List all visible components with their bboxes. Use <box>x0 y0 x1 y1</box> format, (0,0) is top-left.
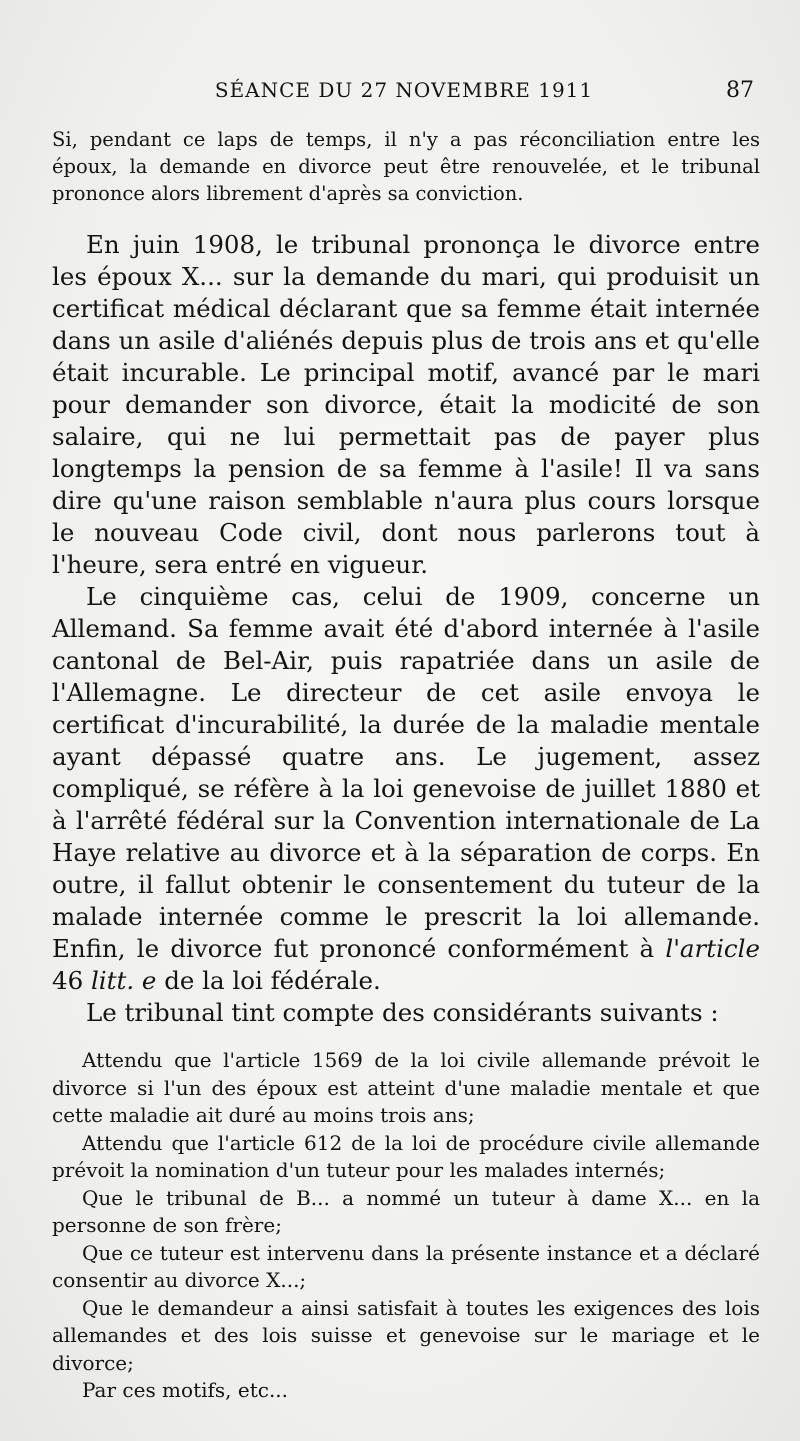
considerant-item: Par ces motifs, etc... <box>82 1378 289 1402</box>
paragraph-continuation: Si, pendant ce laps de temps, il n'y a pas réconciliation entre les époux, la demande en divorce peut être renouvelée, et le tribunal prononce alors librement d'après sa conviction. <box>52 128 760 205</box>
italic-article: l'article <box>665 934 760 963</box>
considerant-item: Que le demandeur a ainsi satisfait à toutes les exigences des lois allemandes et des lois suisse et genevoise sur le mariage et le divorce; <box>52 1295 760 1375</box>
running-head <box>50 78 758 108</box>
body-text <box>52 126 760 1405</box>
paragraph-considerants-intro: Le tribunal tint compte des considérants suivants : <box>86 998 719 1027</box>
considerants-block <box>52 1047 760 1405</box>
paragraph-case-1909-text: Le cinquième cas, celui de 1909, concerne un Allemand. Sa femme avait été d'abord internée à l'asile cantonal de Bel-Air, puis rapatriée dans un asile de l'Allemagne. Le directeur de cet asile envoya le certificat d'incurabilité, la durée de la maladie mentale ayant dépassé quatre ans. Le jugement, assez compliqué, se réfère à la loi genevoise de juillet 1880 et à l'arrêté fédéral sur la Convention internationale de La Haye relative au divorce et à la séparation de corps. En outre, il fallut obtenir le consentement du tuteur de la malade internée comme le prescrit la loi allemande. Enfin, le divorce fut prononcé conformément à <box>52 582 760 963</box>
considerant-item: Que le tribunal de B... a nommé un tuteur à dame X... en la personne de son frère; <box>52 1185 760 1237</box>
article-number: 46 <box>52 966 91 995</box>
considerant-item: Attendu que l'article 612 de la loi de procédure civile allemande prévoit la nomination d'un tuteur pour les malades internés; <box>52 1130 760 1182</box>
considerant-item: Que ce tuteur est intervenu dans la présente instance et a déclaré consentir au divorce X...; <box>52 1240 760 1292</box>
paragraph-case-1908: En juin 1908, le tribunal prononça le divorce entre les époux X... sur la demande du mari, qui produisit un certificat médical déclarant que sa femme était internée dans un asile d'aliénés depuis plus de trois ans et qu'elle était incurable. Le principal motif, avancé par le mari pour demander son divorce, était la modicité de son salaire, qui ne lui permettait pas de payer plus longtemps la pension de sa femme à l'asile! Il va sans dire qu'une raison semblable n'aura plus cours lorsque le nouveau Code civil, dont nous parlerons tout à l'heure, sera entré en vigueur. <box>52 230 760 579</box>
italic-litt: litt. e <box>90 966 157 995</box>
paragraph-case-1909 <box>52 581 760 997</box>
paragraph-case-1909-end: de la loi fédérale. <box>156 966 381 995</box>
considerant-item: Attendu que l'article 1569 de la loi civile allemande prévoit le divorce si l'un des époux est atteint d'une maladie mentale et que cette maladie ait duré au moins trois ans; <box>52 1048 760 1127</box>
page-number: 87 <box>726 78 754 103</box>
running-title: SÉANCE DU 27 NOVEMBRE 1911 <box>214 78 594 102</box>
